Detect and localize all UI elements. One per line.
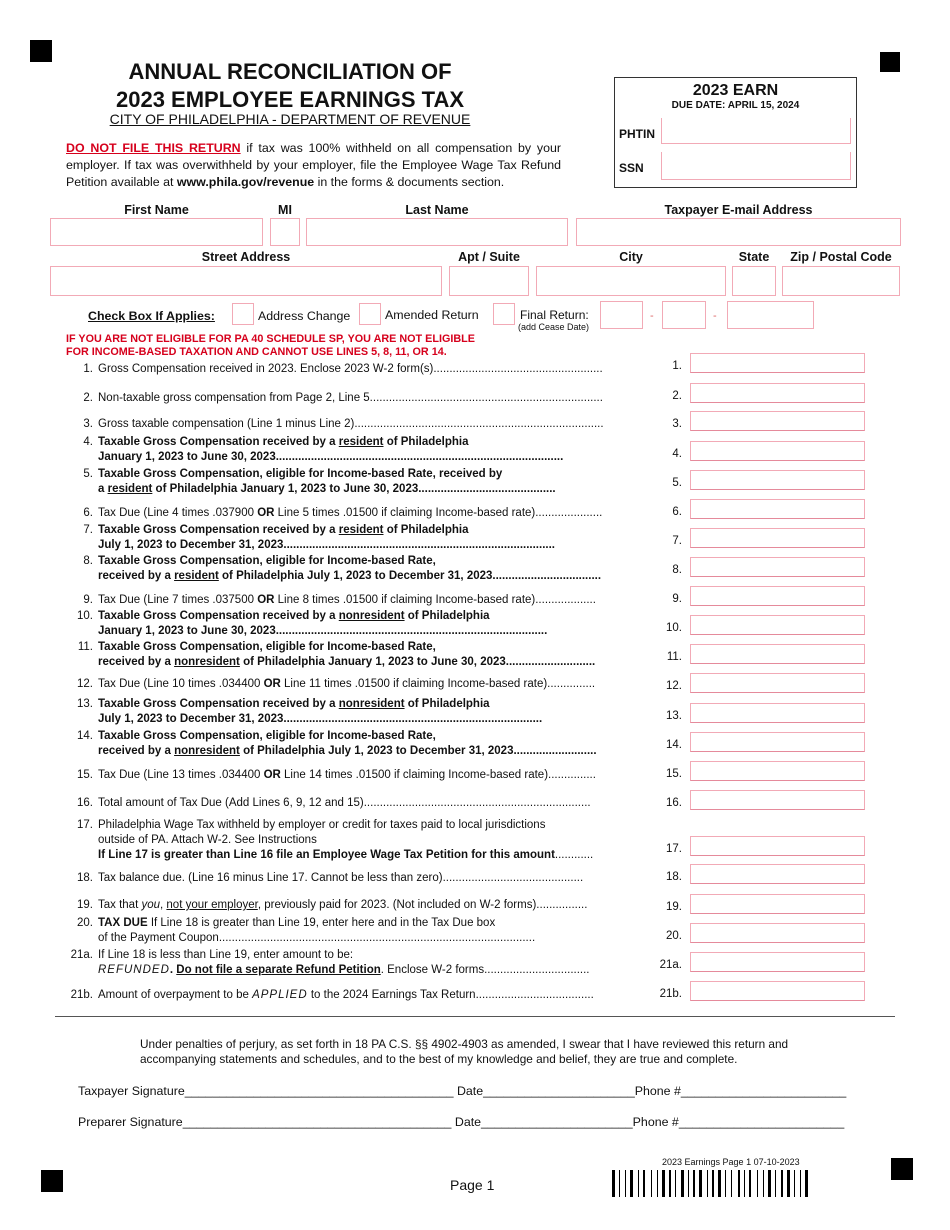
page-reference: 2023 Earnings Page 1 07-10-2023 <box>662 1157 800 1167</box>
line-amount-input[interactable] <box>690 673 865 693</box>
street-label: Street Address <box>201 250 291 264</box>
city-input[interactable] <box>536 266 726 296</box>
line-number: 16. <box>666 797 682 809</box>
income-based-warning: IF YOU ARE NOT ELIGIBLE FOR PA 40 SCHEDULE SP, YOU ARE NOT ELIGIBLE FOR INCOME-BASED TAXATION AND CANNOT USE LINES 5, 8, 11, OR 14. <box>66 333 475 358</box>
barcode-bar <box>643 1170 645 1197</box>
barcode-bar <box>619 1170 620 1197</box>
department-subtitle: CITY OF PHILADELPHIA - DEPARTMENT OF REVENUE <box>109 111 471 127</box>
line-amount-input[interactable] <box>690 981 865 1001</box>
zip-label: Zip / Postal Code <box>790 250 892 264</box>
barcode-bar <box>768 1170 771 1197</box>
barcode <box>612 1170 860 1197</box>
line-number: 20. <box>666 930 682 942</box>
barcode-bar <box>638 1170 639 1197</box>
mi-input[interactable] <box>270 218 300 246</box>
barcode-bar <box>738 1170 740 1197</box>
barcode-bar <box>662 1170 665 1197</box>
line-amount-input[interactable] <box>690 411 865 431</box>
mi-label: MI <box>278 203 292 217</box>
line-amount-input[interactable] <box>690 586 865 606</box>
line-item-text: 7. Taxable Gross Compensation received by a resident of Philadelphia July 1, 2023 to December 31, 2023..................................................................................... <box>83 524 555 551</box>
page-number: Page 1 <box>450 1177 495 1193</box>
barcode-bar <box>775 1170 776 1197</box>
revenue-website-link[interactable]: www.phila.gov/revenue <box>176 175 315 189</box>
line-amount-input[interactable] <box>690 383 865 403</box>
barcode-bar <box>781 1170 783 1197</box>
filing-notice: DO NOT FILE THIS RETURN if tax was 100% withheld on all compensation by your employer. If tax was overwithheld by your employer, file the Employee Wage Tax Refund Petition available at www.phila.gov/revenue in the forms & documents section. <box>66 141 561 189</box>
cease-date-month[interactable] <box>600 301 643 329</box>
line-item-text: 17. Philadelphia Wage Tax withheld by employer or credit for taxes paid to local jurisdictions outside of PA. Attach W-2. See Instructions If Line 17 is greater than Line 16 file an Employee Wage Tax Petition for this amount............ <box>77 819 594 861</box>
line-item-text: 18. Tax balance due. (Line 16 minus Line 17. Cannot be less than zero)............................................ <box>77 872 584 884</box>
line-number: 8. <box>672 564 682 576</box>
barcode-bar <box>794 1170 795 1197</box>
line-item-text: 11. Taxable Gross Compensation, eligible for Income-based Rate, received by a nonresident of Philadelphia January 1, 2023 to June 30, 2023............................ <box>77 641 596 668</box>
email-input[interactable] <box>576 218 901 246</box>
final-return-checkbox[interactable] <box>493 303 515 325</box>
ssn-label: SSN <box>619 161 644 175</box>
barcode-bar <box>693 1170 695 1197</box>
line-number: 9. <box>672 593 682 605</box>
registration-mark-top-right <box>880 52 900 72</box>
line-number: 4. <box>672 448 682 460</box>
line-item-text: 21a. If Line 18 is less than Line 19, enter amount to be: REFUNDED. Do not file a separate Refund Petition. Enclose W-2 forms................................. <box>70 949 590 976</box>
first-name-label: First Name <box>124 203 189 217</box>
line-amount-input[interactable] <box>690 353 865 373</box>
first-name-input[interactable] <box>50 218 263 246</box>
line-item-text: 5. Taxable Gross Compensation, eligible for Income-based Rate, received by a resident of Philadelphia January 1, 2023 to June 30, 2023........................................... <box>83 468 556 495</box>
barcode-bar <box>699 1170 702 1197</box>
line-item-text: 4. Taxable Gross Compensation received by a resident of Philadelphia January 1, 2023 to June 30, 2023.......................................................................................... <box>83 436 564 463</box>
barcode-bar <box>688 1170 689 1197</box>
preparer-signature-line[interactable]: Preparer Signature_______________________________________ Date______________________Phone #________________________ <box>78 1115 845 1129</box>
line-number: 15. <box>666 768 682 780</box>
street-input[interactable] <box>50 266 442 296</box>
line-item-text: 1. Gross Compensation received in 2023. Enclose 2023 W-2 form(s)..................................................... <box>83 363 603 375</box>
line-number: 10. <box>666 622 682 634</box>
ssn-input[interactable] <box>661 152 851 180</box>
line-amount-input[interactable] <box>690 441 865 461</box>
barcode-bar <box>669 1170 671 1197</box>
last-name-label: Last Name <box>405 203 469 217</box>
do-not-file-warning: DO NOT FILE THIS RETURN <box>66 141 241 155</box>
line-item-text: 20. TAX DUE If Line 18 is greater than Line 19, enter here and in the Tax Due box of the Payment Coupon................................................................................................... <box>77 917 536 944</box>
line-amount-input[interactable] <box>690 952 865 972</box>
line-item-text: 16. Total amount of Tax Due (Add Lines 6, 9, 12 and 15)....................................................................... <box>77 797 591 809</box>
line-item-text: 2. Non-taxable gross compensation from Page 2, Line 5......................................................................... <box>83 392 603 404</box>
amended-return-label: Amended Return <box>385 308 479 322</box>
date-dash-1: - <box>650 310 654 322</box>
barcode-bar <box>725 1170 726 1197</box>
signature-divider <box>55 1016 895 1017</box>
check-box-heading: Check Box If Applies: <box>88 309 215 323</box>
line-item-text: 15. Tax Due (Line 13 times .034400 OR Line 14 times .01500 if claiming Income-based rate)............... <box>77 769 596 781</box>
line-amount-input[interactable] <box>690 894 865 914</box>
line-number: 7. <box>672 535 682 547</box>
city-label: City <box>619 250 643 264</box>
barcode-bar <box>675 1170 676 1197</box>
registration-mark-bottom-left <box>41 1170 63 1192</box>
barcode-bar <box>657 1170 658 1197</box>
line-item-text: 13. Taxable Gross Compensation received by a nonresident of Philadelphia July 1, 2023 to December 31, 2023................................................................................. <box>77 698 543 725</box>
line-amount-input[interactable] <box>690 528 865 548</box>
address-change-label: Address Change <box>258 309 351 323</box>
perjury-statement: Under penalties of perjury, as set forth in 18 PA C.S. §§ 4902-4903 as amended, I swear that I have reviewed this return and accompanying statements and schedules, and to the best of my knowledge and belief, they are true and complete. <box>140 1037 789 1066</box>
barcode-bar <box>731 1170 732 1197</box>
due-date: DUE DATE: APRIL 15, 2024 <box>671 100 800 111</box>
barcode-bar <box>787 1170 790 1197</box>
line-number: 18. <box>666 871 682 883</box>
line-amount-input[interactable] <box>690 557 865 577</box>
cease-date-day[interactable] <box>662 301 706 329</box>
earn-box-title: 2023 EARN <box>692 82 779 99</box>
line-item-text: 12. Tax Due (Line 10 times .034400 OR Line 11 times .01500 if claiming Income-based rate)............... <box>77 678 596 690</box>
barcode-bar <box>612 1170 615 1197</box>
final-return-label: Final Return: <box>520 308 589 322</box>
line-amount-input[interactable] <box>690 615 865 635</box>
barcode-bar <box>805 1170 808 1197</box>
line-number: 3. <box>672 418 682 430</box>
cease-date-note: (add Cease Date) <box>518 322 590 332</box>
line-item-text: 19. Tax that you, not your employer, previously paid for 2023. (Not included on W-2 forms)................ <box>77 899 588 911</box>
barcode-bar <box>718 1170 721 1197</box>
last-name-input[interactable] <box>306 218 568 246</box>
state-label: State <box>738 250 770 264</box>
taxpayer-signature-line[interactable]: Taxpayer Signature_______________________________________ Date______________________Phone #________________________ <box>78 1084 847 1098</box>
barcode-bar <box>630 1170 633 1197</box>
line-amount-input[interactable] <box>690 499 865 519</box>
line-number: 2. <box>672 390 682 402</box>
barcode-bar <box>757 1170 758 1197</box>
line-amount-input[interactable] <box>690 732 865 752</box>
barcode-bar <box>707 1170 708 1197</box>
line-amount-input[interactable] <box>690 864 865 884</box>
phtin-input[interactable] <box>661 118 851 144</box>
line-item-text: 8. Taxable Gross Compensation, eligible for Income-based Rate, received by a resident of Philadelphia July 1, 2023 to December 31, 2023.................................. <box>83 555 602 582</box>
line-number: 13. <box>666 710 682 722</box>
line-amount-input[interactable] <box>690 836 865 856</box>
line-item-text: 10. Taxable Gross Compensation received by a nonresident of Philadelphia January 1, 2023 to June 30, 2023..................................................................................... <box>77 610 548 637</box>
barcode-bar <box>681 1170 684 1197</box>
address-change-checkbox[interactable] <box>232 303 254 325</box>
earn-id-box <box>614 77 857 188</box>
apt-label: Apt / Suite <box>458 250 520 264</box>
line-number: 21a. <box>659 959 682 971</box>
barcode-bar <box>800 1170 801 1197</box>
line-amount-input[interactable] <box>690 644 865 664</box>
line-number: 21b. <box>659 988 682 1000</box>
line-amount-input[interactable] <box>690 703 865 723</box>
line-amount-input[interactable] <box>690 470 865 490</box>
barcode-bar <box>763 1170 764 1197</box>
line-number: 14. <box>666 739 682 751</box>
cease-date-year[interactable] <box>727 301 814 329</box>
line-amount-input[interactable] <box>690 923 865 943</box>
line-amount-input[interactable] <box>690 790 865 810</box>
barcode-bar <box>651 1170 652 1197</box>
barcode-bar <box>744 1170 745 1197</box>
line-item-text: 9. Tax Due (Line 7 times .037500 OR Line 8 times .01500 if claiming Income-based rate)................... <box>83 594 596 606</box>
line-number: 6. <box>672 506 682 518</box>
date-dash-2: - <box>713 310 717 322</box>
registration-mark-top-left <box>30 40 52 62</box>
line-amount-input[interactable] <box>690 761 865 781</box>
line-item-text: 3. Gross taxable compensation (Line 1 minus Line 2).............................................................................. <box>83 418 604 430</box>
barcode-bar <box>625 1170 626 1197</box>
line-number: 5. <box>672 477 682 489</box>
apt-input[interactable] <box>449 266 529 296</box>
barcode-bar <box>749 1170 751 1197</box>
zip-input[interactable] <box>782 266 900 296</box>
form-title-line2: 2023 EMPLOYEE EARNINGS TAX <box>115 87 464 112</box>
form-title-line1: ANNUAL RECONCILIATION OF <box>128 59 452 84</box>
line-number: 17. <box>666 843 682 855</box>
line-number: 12. <box>666 680 682 692</box>
line-item-text: 14. Taxable Gross Compensation, eligible for Income-based Rate, received by a nonresident of Philadelphia July 1, 2023 to December 31, 2023.......................... <box>77 730 597 757</box>
amended-return-checkbox[interactable] <box>359 303 381 325</box>
registration-mark-bottom-right <box>891 1158 913 1180</box>
barcode-bar <box>712 1170 714 1197</box>
line-number: 19. <box>666 901 682 913</box>
line-item-text: 6. Tax Due (Line 4 times .037900 OR Line 5 times .01500 if claiming Income-based rate)..................... <box>83 507 603 519</box>
line-number: 1. <box>672 360 682 372</box>
state-input[interactable] <box>732 266 776 296</box>
line-item-text: 21b. Amount of overpayment to be APPLIED to the 2024 Earnings Tax Return..................................... <box>70 989 594 1001</box>
phtin-label: PHTIN <box>619 127 655 141</box>
line-number: 11. <box>666 651 682 663</box>
email-label: Taxpayer E-mail Address <box>664 203 813 217</box>
